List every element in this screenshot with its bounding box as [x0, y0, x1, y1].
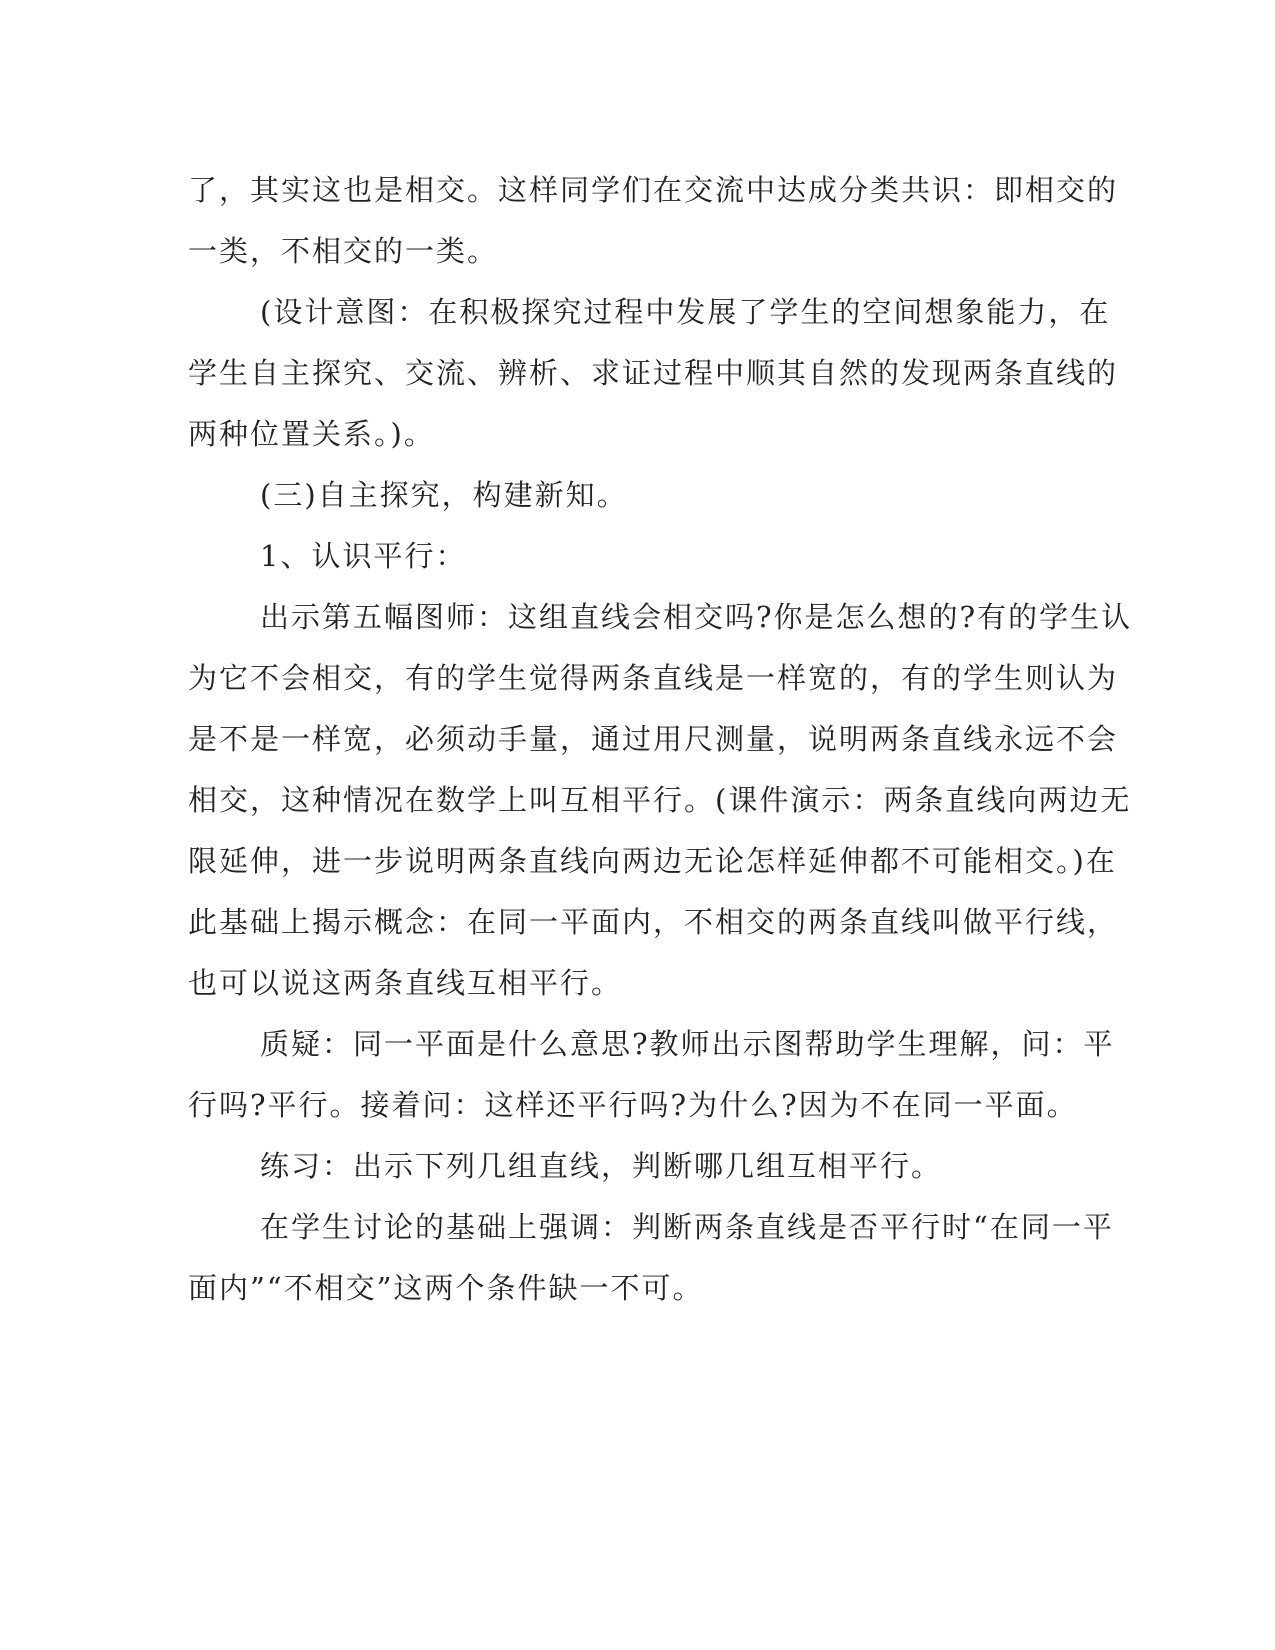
text-line: 出示第五幅图师：这组直线会相交吗?你是怎么想的?有的学生认 [260, 600, 1133, 634]
document-body [188, 160, 1133, 1319]
text-line: 为它不会相交，有的学生觉得两条直线是一样宽的，有的学生则认为 [188, 661, 1119, 695]
text-line: 学生自主探究、交流、辨析、求证过程中顺其自然的发现两条直线的 [188, 356, 1119, 390]
text-line: 练习：出示下列几组直线，判断哪几组互相平行。 [260, 1149, 943, 1183]
text-line: 一类，不相交的一类。 [188, 234, 499, 268]
text-line: 是不是一样宽，必须动手量，通过用尺测量，说明两条直线永远不会 [188, 722, 1119, 756]
text-line: 此基础上揭示概念：在同一平面内，不相交的两条直线叫做平行线， [188, 905, 1119, 939]
text-line: 了，其实这也是相交。这样同学们在交流中达成分类共识：即相交的 [188, 173, 1119, 207]
text-line: (三)自主探究，构建新知。 [260, 478, 628, 512]
text-line: 在学生讨论的基础上强调：判断两条直线是否平行时“在同一平 [260, 1210, 1114, 1244]
text-line: 两种位置关系。)。 [188, 417, 435, 451]
text-line: 行吗?平行。接着问：这样还平行吗?为什么?因为不在同一平面。 [188, 1088, 1078, 1122]
text-line: 1、认识平行： [260, 539, 467, 573]
text-line: 面内”“不相交”这两个条件缺一不可。 [188, 1271, 704, 1305]
text-line: 限延伸，进一步说明两条直线向两边无论怎样延伸都不可能相交。)在 [188, 844, 1117, 878]
text-line: 相交，这种情况在数学上叫互相平行。(课件演示：两条直线向两边无 [188, 783, 1132, 817]
text-line: (设计意图：在积极探究过程中发展了学生的空间想象能力，在 [260, 295, 1111, 329]
text-line: 质疑：同一平面是什么意思?教师出示图帮助学生理解，问：平 [260, 1027, 1115, 1061]
text-line: 也可以说这两条直线互相平行。 [188, 966, 623, 1000]
